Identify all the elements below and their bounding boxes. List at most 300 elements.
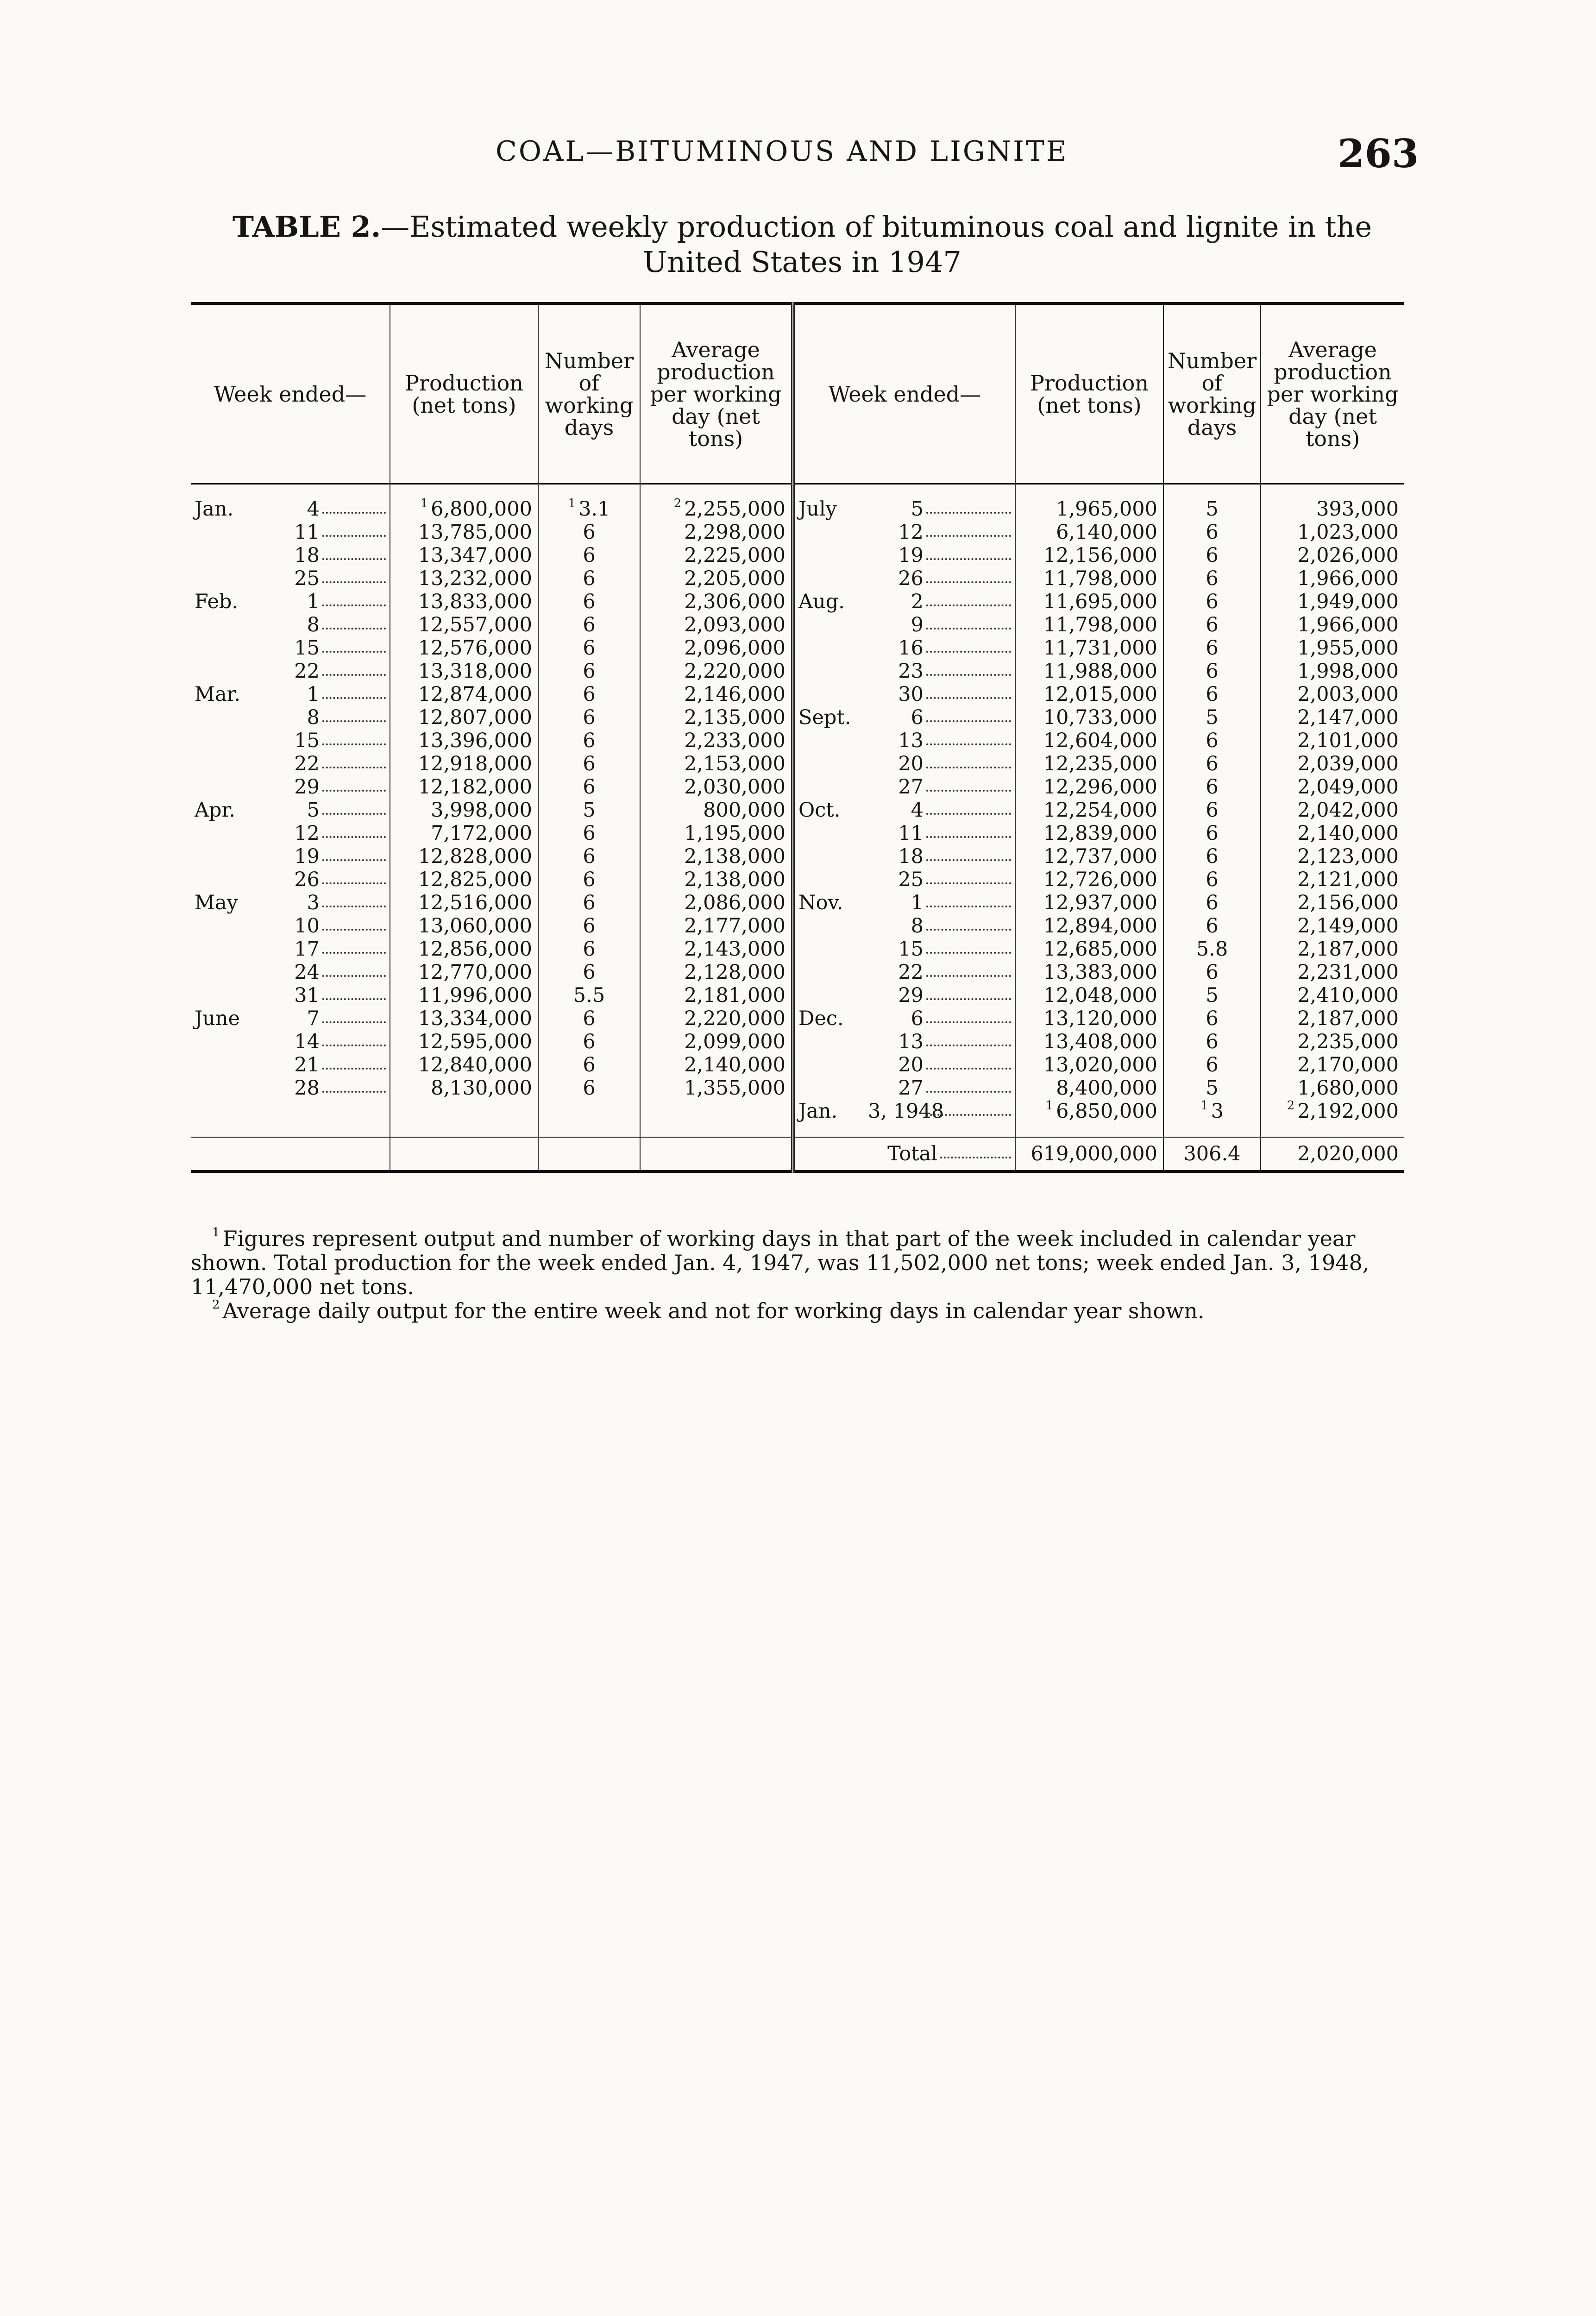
week-label (798, 567, 1011, 590)
table-row (191, 938, 1404, 961)
production-cell-value: 12,856,000 (418, 938, 532, 961)
avg-cell-value: 2,138,000 (684, 868, 785, 891)
avg-cell (1261, 660, 1404, 683)
week-cell (191, 683, 390, 706)
production-cell-value: 13,120,000 (1043, 1007, 1157, 1030)
week-cell (191, 891, 390, 914)
days-cell-value: 6 (583, 845, 596, 868)
days-cell (1163, 938, 1261, 961)
days-cell (1163, 752, 1261, 775)
dot-leader (926, 859, 1011, 861)
production-cell (390, 1076, 538, 1100)
dot-leader (322, 836, 386, 838)
days-cell (1163, 868, 1261, 891)
week-cell (191, 484, 390, 521)
week-day: 11 (898, 822, 924, 845)
production-cell (1015, 868, 1163, 891)
avg-cell (1261, 775, 1404, 799)
avg-cell (640, 775, 793, 799)
avg-cell (1261, 706, 1404, 729)
table-row (191, 1030, 1404, 1053)
avg-cell-value: 2,410,000 (1297, 984, 1399, 1007)
avg-cell-value: 2,099,000 (684, 1030, 785, 1053)
production-cell (1015, 752, 1163, 775)
week-label (195, 729, 386, 752)
avg-cell-value: 2,153,000 (684, 752, 785, 775)
production-cell-value: 12,015,000 (1043, 683, 1157, 706)
days-cell-value: 6 (1206, 567, 1219, 590)
days-cell (1163, 706, 1261, 729)
week-label (798, 891, 1011, 914)
days-cell-value: 6 (583, 660, 596, 683)
week-label (798, 497, 1011, 521)
avg-cell (640, 1007, 793, 1030)
week-day: 27 (898, 1076, 924, 1100)
week-cell (793, 613, 1015, 636)
week-day: 7 (307, 1007, 320, 1030)
table-header-row (191, 303, 1404, 484)
dot-leader (322, 535, 386, 537)
days-cell (1163, 613, 1261, 636)
days-cell-value: 6 (1206, 752, 1219, 775)
avg-cell (1261, 891, 1404, 914)
dot-leader (322, 998, 386, 1000)
production-cell-value: 12,516,000 (418, 891, 532, 914)
dot-leader (926, 604, 1011, 606)
week-cell (793, 914, 1015, 938)
days-cell-value: 6 (1206, 590, 1219, 613)
days-cell (538, 1007, 640, 1030)
week-day: 20 (898, 752, 924, 775)
empty-cell (538, 1137, 640, 1171)
days-cell-value: 6 (1206, 1007, 1219, 1030)
footnote-ref: 1 (420, 497, 428, 510)
production-cell (1015, 729, 1163, 752)
avg-cell-value: 2,093,000 (684, 613, 785, 636)
production-cell-value: 10,733,000 (1043, 706, 1157, 729)
days-cell-value: 6 (583, 938, 596, 961)
avg-cell (640, 567, 793, 590)
week-cell (793, 868, 1015, 891)
week-label (798, 799, 1011, 822)
dot-leader (926, 558, 1011, 560)
days-cell (1163, 984, 1261, 1007)
avg-cell (640, 660, 793, 683)
table-title-text: —Estimated weekly production of bituminous coal and lignite in the United States in 1947 (381, 210, 1372, 279)
avg-cell (640, 1076, 793, 1100)
avg-cell-value: 1,195,000 (684, 822, 785, 845)
production-cell-value: 12,737,000 (1043, 845, 1157, 868)
days-cell-value: 6 (583, 590, 596, 613)
production-cell (390, 729, 538, 752)
week-day: 4 (911, 799, 924, 822)
days-cell-value: 6 (583, 891, 596, 914)
dot-leader (322, 906, 386, 907)
week-cell (793, 822, 1015, 845)
days-cell (538, 484, 640, 521)
total-label-cell (793, 1137, 1015, 1171)
days-cell (1163, 1007, 1261, 1030)
avg-cell-value: 2,233,000 (684, 729, 785, 752)
week-cell (191, 613, 390, 636)
production-cell (390, 1007, 538, 1030)
dot-leader (322, 558, 386, 560)
production-cell (390, 567, 538, 590)
week-day: 18 (898, 845, 924, 868)
week-day: 14 (294, 1030, 320, 1053)
week-label (798, 1007, 1011, 1030)
production-cell-value: 7,172,000 (431, 822, 532, 845)
week-day: 22 (294, 752, 320, 775)
days-cell-value: 6 (1206, 961, 1219, 984)
production-cell-value: 12,254,000 (1043, 799, 1157, 822)
week-cell (191, 521, 390, 544)
production-cell-value: 11,798,000 (1043, 567, 1157, 590)
days-cell-value: 6 (1206, 544, 1219, 567)
page-number: 263 (1338, 131, 1419, 176)
days-cell-value: 6 (583, 752, 596, 775)
col-header-days: Number of working days (538, 303, 640, 484)
avg-cell (640, 961, 793, 984)
avg-cell (640, 822, 793, 845)
week-label (798, 775, 1011, 799)
production-cell-value: 12,874,000 (418, 683, 532, 706)
week-label (798, 683, 1011, 706)
week-label (798, 660, 1011, 683)
week-day: 3 (307, 891, 320, 914)
dot-leader (322, 813, 386, 815)
week-day: 5 (911, 497, 924, 521)
avg-cell (1261, 729, 1404, 752)
table-row (191, 706, 1404, 729)
week-cell (793, 1007, 1015, 1030)
production-cell (1015, 683, 1163, 706)
dot-leader (926, 767, 1011, 768)
days-cell-value: 5 (1206, 497, 1219, 521)
days-cell-value: 6 (583, 683, 596, 706)
table-row (191, 521, 1404, 544)
total-label (798, 1142, 1011, 1165)
avg-cell (640, 683, 793, 706)
days-cell (538, 729, 640, 752)
dot-leader (322, 512, 386, 514)
week-label (195, 752, 386, 775)
week-cell (191, 1030, 390, 1053)
production-cell (1015, 1007, 1163, 1030)
production-cell (1015, 544, 1163, 567)
footnote-ref: 1 (1045, 1100, 1054, 1113)
week-label (798, 706, 1011, 729)
week-day: 29 (898, 984, 924, 1007)
avg-cell-value: 2,003,000 (1297, 683, 1399, 706)
table-row (191, 961, 1404, 984)
production-cell-value: 12,576,000 (418, 636, 532, 660)
production-cell (390, 752, 538, 775)
footnote-ref: 1 (1200, 1100, 1208, 1113)
days-cell (1163, 660, 1261, 683)
week-day: 1 (307, 683, 320, 706)
avg-cell (1261, 752, 1404, 775)
days-cell-value: 6 (1206, 1030, 1219, 1053)
week-cell (793, 590, 1015, 613)
production-cell (1015, 1030, 1163, 1053)
table-row (191, 636, 1404, 660)
dot-leader (322, 952, 386, 954)
avg-cell-value: 2,140,000 (1297, 822, 1399, 845)
avg-cell-value: 2,225,000 (684, 544, 785, 567)
week-cell (191, 845, 390, 868)
dot-leader (926, 697, 1011, 699)
week-cell (191, 729, 390, 752)
week-day: 25 (898, 868, 924, 891)
footnote-2-mark: 2 (212, 1298, 220, 1312)
production-cell (390, 613, 538, 636)
week-cell (191, 636, 390, 660)
dot-leader (926, 975, 1011, 977)
production-cell (390, 683, 538, 706)
week-day: 9 (911, 613, 924, 636)
production-cell (1015, 521, 1163, 544)
week-cell (191, 1053, 390, 1076)
avg-cell (640, 590, 793, 613)
dot-leader (322, 859, 386, 861)
week-label (195, 683, 386, 706)
dot-leader (926, 628, 1011, 629)
days-cell-value: 6 (1206, 845, 1219, 868)
production-cell-value: 12,839,000 (1043, 822, 1157, 845)
table-row (191, 914, 1404, 938)
production-cell-value: 11,731,000 (1043, 636, 1157, 660)
avg-cell-value: 1,966,000 (1297, 567, 1399, 590)
week-cell (793, 752, 1015, 775)
empty-cell (390, 1137, 538, 1171)
week-cell (793, 521, 1015, 544)
avg-cell (1261, 868, 1404, 891)
production-cell-value: 12,296,000 (1043, 775, 1157, 799)
week-day: 3, 1948 (868, 1100, 944, 1123)
days-cell (538, 544, 640, 567)
production-cell (390, 938, 538, 961)
week-label (798, 984, 1011, 1007)
production-cell-value: 12,604,000 (1043, 729, 1157, 752)
dot-leader (926, 1021, 1011, 1023)
dot-leader (322, 651, 386, 653)
days-cell-value: 6 (583, 706, 596, 729)
avg-cell-value: 2,030,000 (684, 775, 785, 799)
days-cell-value: 6 (1206, 1053, 1219, 1076)
production-cell (1015, 961, 1163, 984)
week-month: July (798, 497, 837, 521)
week-label (195, 1076, 386, 1100)
avg-cell (640, 868, 793, 891)
week-day: 10 (294, 914, 320, 938)
week-day: 2 (911, 590, 924, 613)
production-cell (390, 914, 538, 938)
avg-cell (640, 521, 793, 544)
week-cell (191, 799, 390, 822)
dot-leader (926, 581, 1011, 583)
production-cell (390, 660, 538, 683)
col-header-avg: Average production per working day (net tons) (640, 303, 793, 484)
production-cell-value: 6,140,000 (1056, 521, 1157, 544)
avg-cell (640, 729, 793, 752)
dot-leader (322, 604, 386, 606)
days-cell-value: 6 (583, 729, 596, 752)
col-header-days: Number of working days (1163, 303, 1261, 484)
dot-leader (926, 1091, 1011, 1093)
avg-cell-value: 2,101,000 (1297, 729, 1399, 752)
production-cell-value: 1,965,000 (1056, 497, 1157, 521)
week-cell (793, 636, 1015, 660)
week-day: 21 (294, 1053, 320, 1076)
production-cell (1015, 914, 1163, 938)
week-day: 31 (294, 984, 320, 1007)
production-cell (390, 1030, 538, 1053)
days-cell-value: 5 (1206, 984, 1219, 1007)
week-day: 6 (911, 1007, 924, 1030)
avg-cell-value: 2,220,000 (684, 660, 785, 683)
days-cell (538, 891, 640, 914)
production-cell-value: 6,850,000 (1056, 1100, 1157, 1123)
week-day: 13 (898, 1030, 924, 1053)
avg-cell-value: 2,156,000 (1297, 891, 1399, 914)
footnote-ref: 2 (673, 497, 682, 510)
production-cell-value: 12,182,000 (418, 775, 532, 799)
avg-cell (1261, 961, 1404, 984)
table-row (191, 544, 1404, 567)
week-day: 5 (307, 799, 320, 822)
production-cell-value: 13,334,000 (418, 1007, 532, 1030)
dot-leader (322, 1091, 386, 1093)
week-cell (793, 775, 1015, 799)
days-cell (1163, 544, 1261, 567)
production-cell (390, 636, 538, 660)
production-cell-value: 12,807,000 (418, 706, 532, 729)
days-cell-value: 6 (1206, 891, 1219, 914)
week-day: 28 (294, 1076, 320, 1100)
week-label (195, 868, 386, 891)
week-day: 19 (294, 845, 320, 868)
avg-cell-value: 2,177,000 (684, 914, 785, 938)
dot-leader (926, 813, 1011, 815)
week-cell (793, 683, 1015, 706)
days-cell (538, 1076, 640, 1100)
dot-leader (926, 882, 1011, 884)
col-header-week: Week ended— (191, 303, 390, 484)
week-cell (191, 984, 390, 1007)
days-cell-value: 5.8 (1196, 938, 1228, 961)
avg-cell-value: 2,143,000 (684, 938, 785, 961)
days-cell-value: 3.1 (578, 497, 610, 521)
table-row (191, 1076, 1404, 1100)
production-cell (1015, 1053, 1163, 1076)
days-cell (538, 752, 640, 775)
week-day: 22 (294, 660, 320, 683)
week-cell (191, 938, 390, 961)
table-title (191, 209, 1414, 280)
production-cell (390, 706, 538, 729)
production-cell-value: 12,156,000 (1043, 544, 1157, 567)
days-cell-value: 6 (583, 613, 596, 636)
week-day: 4 (307, 497, 320, 521)
days-cell-value: 6 (1206, 521, 1219, 544)
week-label (195, 1007, 386, 1030)
week-label (798, 544, 1011, 567)
production-cell-value: 13,833,000 (418, 590, 532, 613)
footnote-1-text: Figures represent output and number of working days in that part of the week included in calendar year shown. Total production for the week ended Jan. 4, 1947, was 11,502,000 net tons; week ended Jan. 3, 1948, 11,470,000 net tons. (191, 1226, 1370, 1299)
avg-cell-value: 2,123,000 (1297, 845, 1399, 868)
week-day: 25 (294, 567, 320, 590)
week-label (195, 775, 386, 799)
total-avg: 2,020,000 (1261, 1137, 1404, 1171)
empty-cell (191, 1137, 390, 1171)
dot-leader (926, 720, 1011, 722)
production-cell-value: 12,048,000 (1043, 984, 1157, 1007)
avg-cell (1261, 590, 1404, 613)
week-day: 15 (294, 636, 320, 660)
avg-cell-value: 2,220,000 (684, 1007, 785, 1030)
days-cell (1163, 775, 1261, 799)
avg-cell (640, 799, 793, 822)
days-cell-value: 6 (1206, 660, 1219, 683)
avg-cell-value: 1,949,000 (1297, 590, 1399, 613)
avg-cell (640, 613, 793, 636)
avg-cell (1261, 799, 1404, 822)
avg-cell (640, 984, 793, 1007)
week-day: 29 (294, 775, 320, 799)
avg-cell (640, 636, 793, 660)
days-cell-value: 6 (1206, 683, 1219, 706)
avg-cell (1261, 636, 1404, 660)
days-cell-value: 3 (1211, 1100, 1224, 1123)
footnote-1 (191, 1227, 1404, 1299)
avg-cell (1261, 914, 1404, 938)
dot-leader (926, 1068, 1011, 1070)
production-cell (390, 775, 538, 799)
avg-cell (1261, 613, 1404, 636)
dot-leader (322, 1045, 386, 1046)
week-cell (191, 914, 390, 938)
footnote-2 (191, 1299, 1404, 1323)
production-cell-value: 13,020,000 (1043, 1053, 1157, 1076)
production-cell (1015, 636, 1163, 660)
avg-cell-value: 2,135,000 (684, 706, 785, 729)
production-cell (1015, 799, 1163, 822)
avg-cell (640, 1053, 793, 1076)
days-cell-value: 6 (583, 636, 596, 660)
days-cell (1163, 914, 1261, 938)
week-label (798, 1100, 1011, 1123)
dot-leader (322, 975, 386, 977)
production-cell-value: 12,825,000 (418, 868, 532, 891)
footnote-1-mark: 1 (212, 1226, 220, 1240)
week-label (798, 729, 1011, 752)
col-header-production: Production (net tons) (1015, 303, 1163, 484)
avg-cell (640, 938, 793, 961)
week-label (195, 938, 386, 961)
week-label (195, 660, 386, 683)
days-cell-value: 6 (1206, 775, 1219, 799)
avg-cell (1261, 544, 1404, 567)
table-row (191, 799, 1404, 822)
week-day: 23 (898, 660, 924, 683)
week-cell (191, 1076, 390, 1100)
production-cell (390, 868, 538, 891)
footnotes (191, 1227, 1404, 1323)
avg-cell-value: 1,023,000 (1297, 521, 1399, 544)
dot-leader (926, 651, 1011, 653)
days-cell (1163, 1053, 1261, 1076)
